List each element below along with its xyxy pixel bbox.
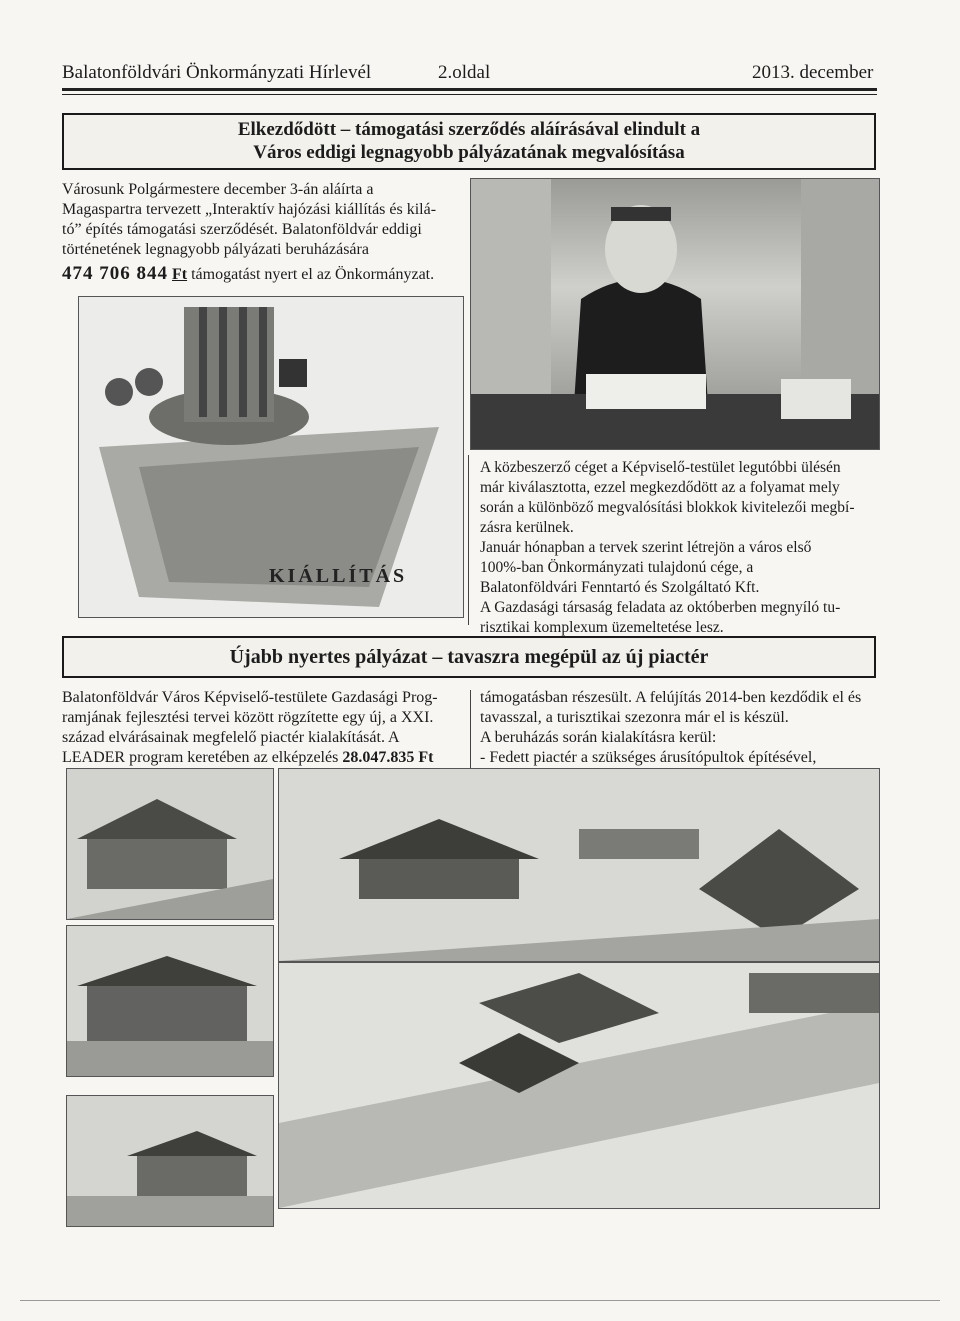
amount-rest: támogatást nyert el az Önkormányzat. xyxy=(191,266,435,283)
market-render-1 xyxy=(66,768,274,920)
right2-line: támogatásban részesült. A felújítás 2014-ben kezdődik el és xyxy=(480,689,862,706)
intro-line: Városunk Polgármestere december 3-án aláírta a xyxy=(62,181,374,198)
article1-title-box xyxy=(62,113,876,170)
left-line-4: LEADER program keretében az elképzelés xyxy=(62,749,339,766)
article2-title: Újabb nyertes pályázat – tavaszra megépül az új piactér xyxy=(229,646,709,668)
article2-left-text xyxy=(62,688,462,768)
right-line: Balatonföldvári Fenntartó és Szolgáltató Kft. xyxy=(480,579,760,596)
left-line: század elvárásainak megfelelő piactér kialakítását. A xyxy=(62,729,400,746)
article1-intro xyxy=(62,180,462,285)
column-divider xyxy=(468,455,469,625)
header-rule xyxy=(62,88,877,91)
right-line: zásra kerülnek. xyxy=(480,519,574,536)
intro-line: történetének legnagyobb pályázati beruházására xyxy=(62,241,369,258)
issue-date: 2013. december xyxy=(752,62,874,83)
right2-line: A beruházás során kialakításra kerül: xyxy=(480,729,717,746)
right-line: risztikai komplexum üzemeltetése lesz. xyxy=(480,619,724,636)
page-number: 2.oldal xyxy=(438,62,491,83)
article2-right-text xyxy=(480,688,880,768)
render-label: KIÁLLÍTÁS xyxy=(269,565,408,587)
column-divider-2 xyxy=(470,690,471,770)
left-line: ramjának fejlesztési tervei között rögzítette egy új, a XXI. xyxy=(62,709,434,726)
right-line: 100%-ban Önkormányzati tulajdonú cége, a xyxy=(480,559,754,576)
currency: Ft xyxy=(172,266,188,283)
bottom-rule xyxy=(20,1300,940,1301)
mayor-photo-illustration xyxy=(471,179,879,449)
header-rule-thin xyxy=(62,94,877,95)
left-line xyxy=(62,748,462,768)
article1-title-line1: Elkezdődött – támogatási szerződés aláírásával elindult a xyxy=(237,119,701,140)
article2-title-box xyxy=(62,636,876,678)
market-render-aerial xyxy=(278,962,880,1209)
exhibition-render xyxy=(78,296,464,618)
right-line: már kiválasztotta, ezzel megkezdődött az a folyamat mely xyxy=(480,479,840,496)
grant-amount: 474 706 844 xyxy=(62,263,168,284)
market-render-aerial-illustration xyxy=(279,963,879,1208)
right2-line: - Fedett piactér a szükséges árusítópultok építésével, xyxy=(480,749,817,766)
market-amount: 28.047.835 Ft xyxy=(342,749,434,766)
right-line: során a különböző megvalósítási blokkok kivitelezői megbí- xyxy=(480,499,855,516)
market-render-4-illustration xyxy=(67,1096,273,1226)
market-render-1-illustration xyxy=(67,769,273,919)
mayor-signing-photo xyxy=(470,178,880,450)
right-line: A közbeszerző céget a Képviselő-testület legutóbbi ülésén xyxy=(480,459,841,476)
left-line: Balatonföldvár Város Képviselő-testülete Gazdasági Prog- xyxy=(62,689,438,706)
right-line: A Gazdasági társaság feladata az októberben megnyíló tu- xyxy=(480,599,841,616)
intro-amount-line xyxy=(62,264,462,285)
market-render-2-illustration xyxy=(279,769,879,961)
market-render-2 xyxy=(278,768,880,962)
market-render-3-illustration xyxy=(67,926,273,1076)
article1-right-text xyxy=(480,458,878,638)
intro-line: tó” építés támogatási szerződését. Balatonföldvár eddigi xyxy=(62,221,422,238)
market-render-4 xyxy=(66,1095,274,1227)
intro-line: Magaspartra tervezett „Interaktív hajózási kiállítás és kilá- xyxy=(62,201,437,218)
right2-line: tavasszal, a turisztikai szezonra már el is készül. xyxy=(480,709,789,726)
market-render-3 xyxy=(66,925,274,1077)
right-line: Január hónapban a tervek szerint létrejön a város első xyxy=(480,539,812,556)
publication-title: Balatonföldvári Önkormányzati Hírlevél xyxy=(62,62,372,83)
article1-title-line2: Város eddigi legnagyobb pályázatának megvalósítása xyxy=(253,142,685,163)
